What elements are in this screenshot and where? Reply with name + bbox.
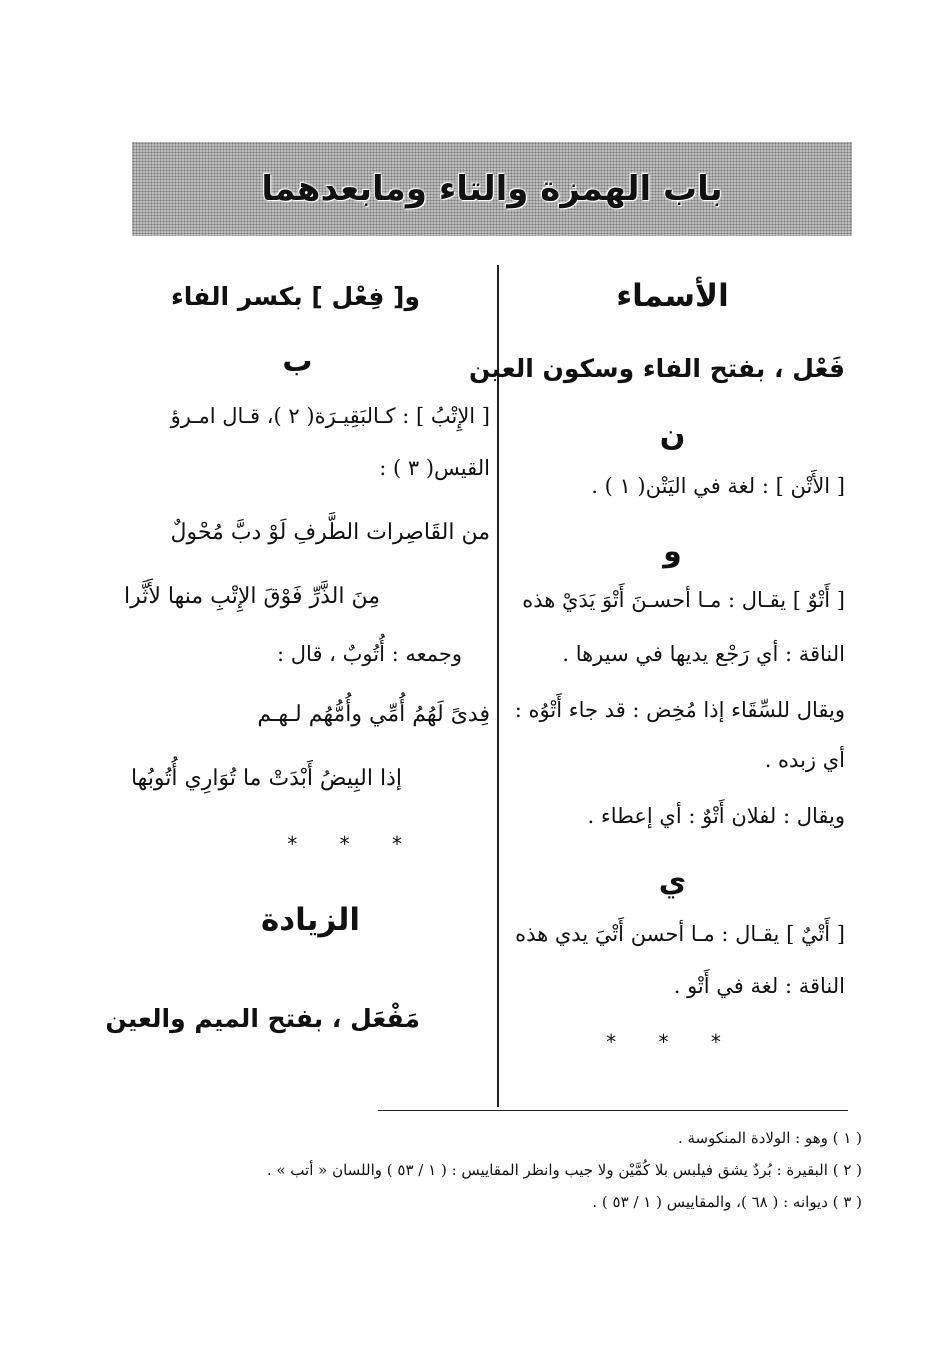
section-heading-additions: الزيادة: [260, 902, 360, 938]
poetry-verse: فِدىً لَهُمُ أُمِّي وأُمُّهُم لـهـم: [257, 702, 490, 727]
section-stars: * * *: [606, 1030, 739, 1054]
entry-line: أي زبده .: [764, 748, 845, 772]
letter-heading-waw: و: [663, 534, 682, 569]
entry-line: القيس( ٣ ) :: [379, 456, 490, 480]
footnote: ( ٢ ) البقيرة : بُردٌ يشق فيلبس بلا كُمَّيْن ولا جيب وانظر المقاييس : ( ١ / ٥٣ ) واللسان « أتب » .: [266, 1161, 862, 1179]
entry-line: [ أَتْوٌ ] يقـال : مـا أحسـنَ أَتْوَ يَدَيْ هذه: [522, 588, 845, 612]
footnotes: [62, 1122, 862, 1218]
poetry-verse: من القَاصِرات الطَّرفِ لَوْ دبَّ مُحْولٌ: [170, 520, 490, 545]
letter-heading-ba: ب: [282, 344, 313, 379]
pattern-heading: و[ فِعْل ] بكسر الفاء: [170, 282, 420, 311]
section-stars: * * *: [287, 832, 420, 856]
entry-line: [ أَتْيٌ ] يقـال : مـا أحسن أَتْيَ يدي هذه: [515, 922, 845, 946]
chapter-title: باب الهمزة والتاء ومابعدهما: [261, 169, 723, 209]
chapter-banner: [132, 142, 852, 236]
entry-line: [ الإِتْبُ ] : كـالبَقِيـرَة( ٢ )، قـال امـرؤ: [170, 404, 490, 428]
pattern-heading: مَفْعَل ، بفتح الميم والعين: [105, 1004, 420, 1033]
entry-line: وجمعه : أُتُوبٌ ، قال :: [277, 642, 462, 666]
entry-line: الناقة : أي رَجْع يديها في سيرها .: [562, 642, 845, 666]
footnote: ( ٣ ) ديوانه : ( ٦٨ )، والمقاييس ( ١ / ٥٣ ) .: [592, 1193, 862, 1211]
poetry-verse: مِنَ الذَّرِّ فَوْقَ الإِتْبِ منها لأَثَّرا: [123, 584, 380, 609]
column-divider: [497, 265, 499, 1107]
footnote: ( ١ ) وهو : الولادة المنكوسة .: [677, 1129, 862, 1147]
letter-heading-ya: ي: [658, 864, 687, 899]
entry-line: [ الأَتْن ] : لغة في اليَتْن( ١ ) .: [591, 474, 845, 498]
footnote-rule: [378, 1110, 848, 1111]
section-heading-nouns: الأسماء: [616, 278, 729, 314]
entry-line: ويقال للسِّقَاء إذا مُخِض : قد جاء أَتْوُه :: [514, 698, 845, 722]
letter-heading-nun: ن: [659, 418, 686, 453]
entry-line: ويقال : لفلان أَتْوٌ : أي إعطاء .: [587, 804, 845, 828]
pattern-heading: فَعْل ، بفتح الفاء وسكون العين: [469, 354, 845, 383]
entry-line: الناقة : لغة في أَتْو .: [673, 974, 845, 998]
poetry-verse: إذا البِيضُ أَبْدَتْ ما تُوَارِي أُتُوبُها: [130, 766, 402, 791]
